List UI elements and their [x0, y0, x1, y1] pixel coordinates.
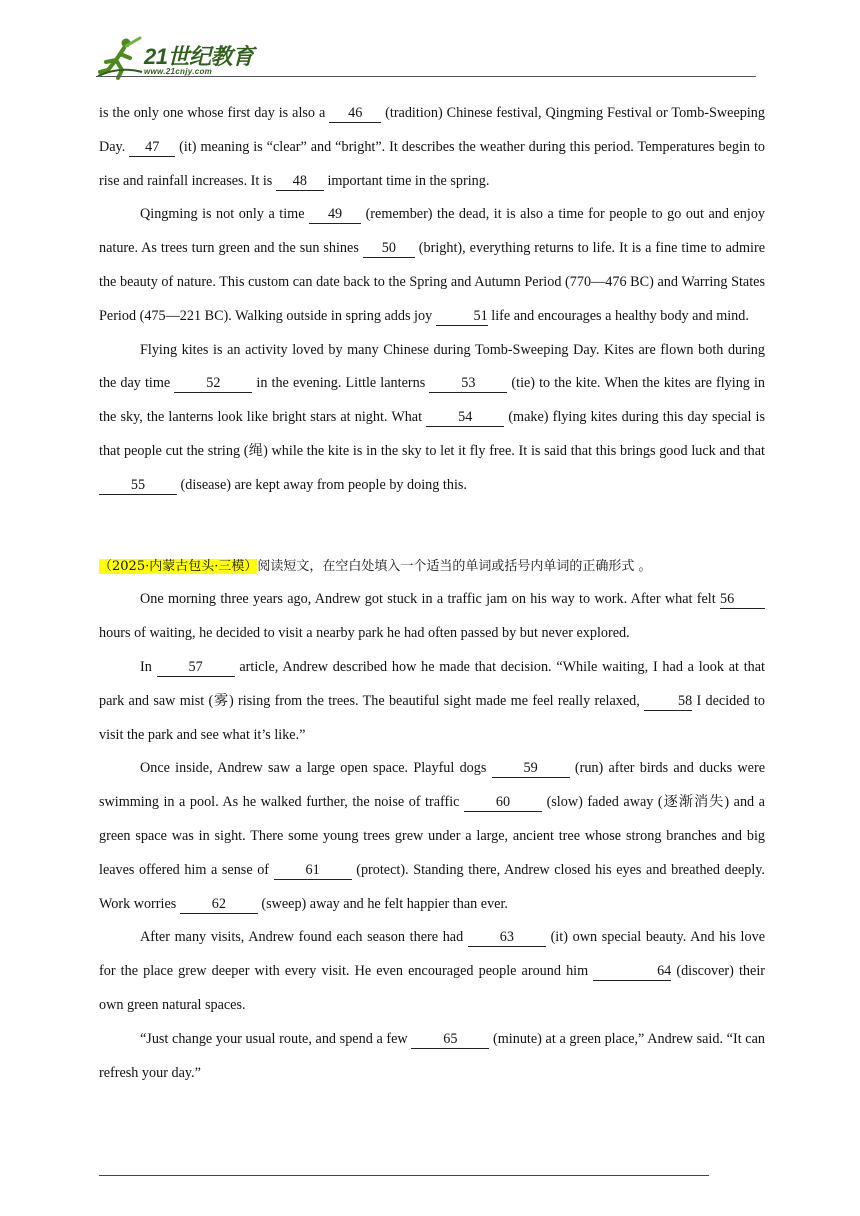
runner-logo-icon [96, 36, 144, 80]
paragraph-2: Qingming is not only a time 49 (remember) the dead, it is also a time for people to go out and enjoy nature. As trees turn green and the sun shines 50 (bright), everything returns to life. It is a fine time to admire the beauty of nature. This custom can date back to the Spring and Autumn Period (770—476 BC) and Warring States Period (475—221 BC). Walking outside in spring adds joy 51 life and encourages a healthy body and mind. [99, 206, 766, 324]
blank-58[interactable]: 58 [644, 692, 692, 711]
paragraph-8: “Just change your usual route, and spend a few 65 (minute) at a green place,” Andrew said. “It can refresh your day.” [99, 1030, 765, 1081]
paragraph-7: After many visits, Andrew found each season there had 63 (it) own special beauty. And his love for the place grew deeper with every visit. He even encouraged people around him 64 (discover) their own green natural spaces. [99, 929, 765, 1013]
blank-57[interactable]: 57 [157, 658, 235, 677]
paragraph-5: In 57 article, Andrew described how he made that decision. “While waiting, I had a look at that park and saw mist (雾) rising from the trees. The beautiful sight made me feel really relaxed, 58 I decided to visit the park and see what it’s like.” [99, 658, 765, 743]
blank-63[interactable]: 63 [468, 928, 546, 947]
logo-text: 21世纪教育 [144, 44, 254, 69]
blank-49[interactable]: 49 [309, 205, 361, 224]
logo-url: www.21cnjy.com [144, 67, 213, 76]
blank-51[interactable]: 51 [436, 307, 488, 326]
page-header [96, 30, 756, 80]
section-gap [99, 503, 765, 550]
blank-54[interactable]: 54 [426, 408, 504, 427]
blank-56[interactable]: 56 [720, 590, 765, 609]
blank-59[interactable]: 59 [492, 759, 570, 778]
blank-50[interactable]: 50 [363, 239, 415, 258]
blank-46[interactable]: 46 [329, 104, 381, 123]
blank-48[interactable]: 48 [276, 172, 324, 191]
paragraph-1: is the only one whose first day is also a 46 (tradition) Chinese festival, Qingming Festival or Tomb-Sweeping Day. 47 (it) meaning is “clear” and “bright”. It describes the weather during this period. Temperatures begin to rise and rainfall increases. It is 48 important time in the spring. [99, 105, 765, 189]
instruction-text: 阅读短文，在空白处填入一个适当的单词或括号内单词的正确形式 。 [257, 558, 652, 574]
paragraph-4: One morning three years ago, Andrew got stuck in a traffic jam on his way to work. After what felt 56 hours of waiting, he decided to visit a nearby park he had often passed by but never explored. [99, 583, 765, 651]
blank-61[interactable]: 61 [274, 861, 352, 880]
blank-52[interactable]: 52 [174, 374, 252, 393]
blank-64[interactable]: 64 [593, 962, 671, 981]
blank-65[interactable]: 65 [411, 1030, 489, 1049]
source-tag: （2025·内蒙古包头·三模） [99, 558, 258, 574]
blank-55[interactable]: 55 [99, 476, 177, 495]
footer-divider [99, 1175, 709, 1176]
blank-53[interactable]: 53 [429, 374, 507, 393]
section-heading [99, 550, 765, 584]
paragraph-6: Once inside, Andrew saw a large open space. Playful dogs 59 (run) after birds and ducks were swimming in a pool. As he walked further, the noise of traffic 60 (slow) faded away (逐渐消失) and a green space was in sight. There some young trees grew under a large, ancient tree whose strong branches and big leaves offered him a sense of 61 (protect). Standing there, Andrew closed his eyes and breathed deeply. Work worries 62 (sweep) away and he felt happier than ever. [99, 760, 765, 912]
blank-62[interactable]: 62 [180, 895, 258, 914]
blank-60[interactable]: 60 [464, 793, 542, 812]
document-body [99, 97, 765, 1090]
header-divider [96, 76, 756, 77]
logo [96, 36, 266, 80]
paragraph-3: Flying kites is an activity loved by many Chinese during Tomb-Sweeping Day. Kites are flown both during the day time 52 in the evening. Little lanterns 53 (tie) to the kite. When the kites are flying in the sky, the lanterns look like bright stars at night. What 54 (make) flying kites during this day special is that people cut the string (绳) while the kite is in the sky to let it fly free. It is said that this brings good luck and that 55 (disease) are kept away from people by doing this. [99, 341, 766, 493]
blank-47[interactable]: 47 [129, 138, 175, 157]
